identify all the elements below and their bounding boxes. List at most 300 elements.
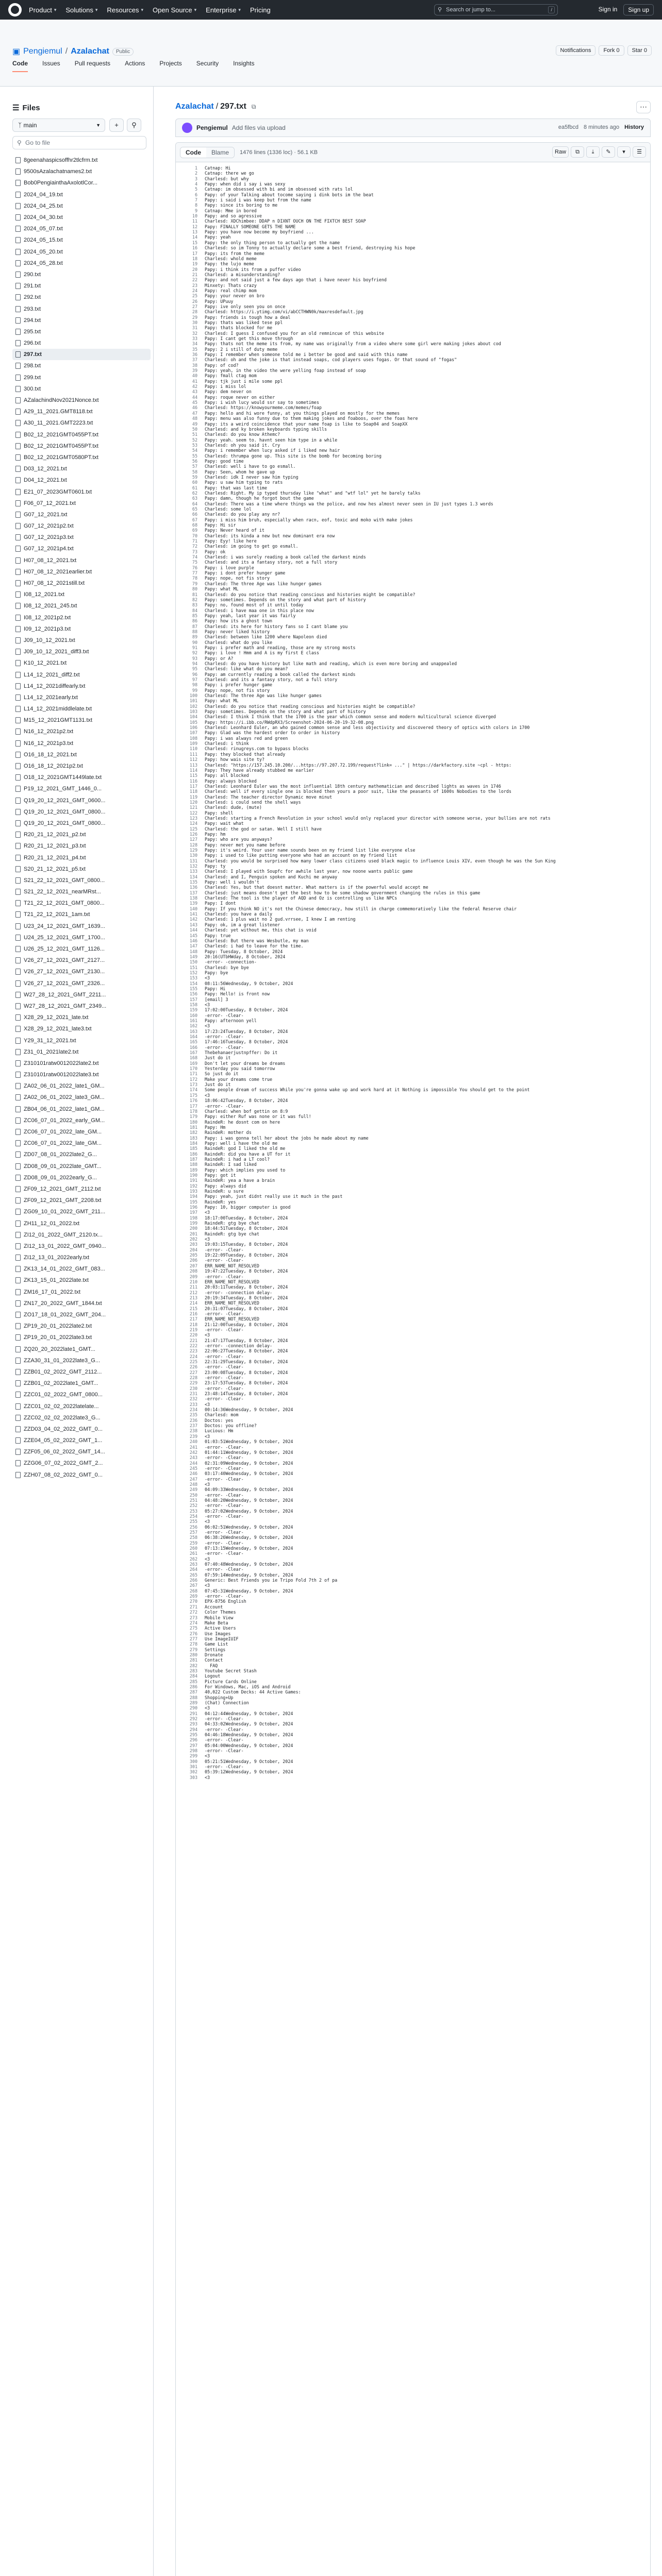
line-number[interactable]: 221 (189, 1337, 197, 1343)
file-tree-item[interactable] (12, 532, 151, 543)
file-tree-item[interactable] (12, 1138, 151, 1149)
line-number[interactable]: 27 (192, 303, 197, 309)
line-number[interactable]: 58 (192, 469, 197, 474)
file-tree-item[interactable] (12, 1012, 151, 1023)
line-number[interactable]: 254 (189, 1513, 197, 1519)
line-number[interactable]: 170 (189, 1066, 197, 1072)
line-number[interactable]: 233 (189, 1401, 197, 1407)
file-tree-item[interactable] (12, 657, 151, 669)
line-number[interactable]: 202 (189, 1236, 197, 1242)
file-tree-item[interactable] (12, 806, 151, 818)
line-number[interactable]: 1 (194, 165, 197, 171)
code-tool-button[interactable]: Raw (552, 146, 569, 158)
line-number[interactable]: 302 (189, 1769, 197, 1775)
file-tree-item[interactable] (12, 681, 151, 692)
line-number[interactable]: 284 (189, 1673, 197, 1679)
line-number[interactable]: 99 (192, 687, 197, 693)
file-tree-item[interactable] (12, 1366, 151, 1378)
line-number[interactable]: 63 (192, 496, 197, 501)
line-number[interactable]: 237 (189, 1423, 197, 1429)
line-number[interactable]: 91 (192, 645, 197, 650)
line-number[interactable]: 26 (192, 298, 197, 304)
line-number[interactable]: 228 (189, 1375, 197, 1381)
line-number[interactable]: 260 (189, 1546, 197, 1551)
file-tree-item[interactable] (12, 578, 151, 589)
file-tree-item[interactable] (12, 1069, 151, 1080)
file-tree-item[interactable] (12, 852, 151, 863)
repo-action-button[interactable]: Star 0 (627, 45, 652, 56)
line-number[interactable]: 293 (189, 1721, 197, 1727)
line-number[interactable]: 148 (189, 948, 197, 954)
line-number[interactable]: 155 (189, 986, 197, 991)
line-number[interactable]: 287 (189, 1689, 197, 1695)
line-number[interactable]: 45 (192, 400, 197, 405)
file-tree-item[interactable] (12, 1149, 151, 1160)
line-number[interactable]: 274 (189, 1620, 197, 1625)
line-number[interactable]: 296 (189, 1737, 197, 1743)
file-tree-item[interactable] (12, 1469, 151, 1481)
line-number[interactable]: 232 (189, 1396, 197, 1402)
line-number[interactable]: 104 (189, 714, 197, 720)
line-number[interactable]: 70 (192, 533, 197, 538)
line-number[interactable]: 107 (189, 730, 197, 736)
line-number[interactable]: 197 (189, 1210, 197, 1215)
repo-tab[interactable]: Actions (125, 60, 145, 67)
line-number[interactable]: 57 (192, 464, 197, 469)
line-number[interactable]: 248 (189, 1481, 197, 1487)
go-to-file-input[interactable]: ⚲ Go to file (12, 136, 146, 149)
line-number[interactable]: 77 (192, 570, 197, 576)
file-tree-item[interactable] (12, 589, 151, 600)
line-number[interactable]: 144 (189, 927, 197, 933)
line-number[interactable]: 235 (189, 1412, 197, 1418)
line-number[interactable]: 171 (189, 1071, 197, 1077)
file-tree-item[interactable] (12, 1092, 151, 1103)
line-number[interactable]: 200 (189, 1226, 197, 1231)
file-tree-item[interactable] (12, 1286, 151, 1298)
file-tree-item[interactable] (12, 463, 151, 474)
line-number[interactable]: 55 (192, 453, 197, 459)
line-number[interactable]: 272 (189, 1609, 197, 1615)
line-number[interactable]: 191 (189, 1178, 197, 1183)
line-number[interactable]: 278 (189, 1641, 197, 1647)
line-number[interactable]: 98 (192, 682, 197, 688)
line-number[interactable]: 154 (189, 980, 197, 986)
line-number[interactable]: 138 (189, 895, 197, 901)
line-number[interactable]: 118 (189, 789, 197, 794)
line-number[interactable]: 49 (192, 421, 197, 427)
line-number[interactable]: 119 (189, 794, 197, 800)
line-number[interactable]: 61 (192, 485, 197, 490)
line-number[interactable]: 273 (189, 1615, 197, 1620)
line-number[interactable]: 188 (189, 1162, 197, 1167)
line-number[interactable]: 242 (189, 1449, 197, 1455)
line-number[interactable]: 60 (192, 480, 197, 485)
file-tree-item[interactable] (12, 1115, 151, 1126)
file-tree-item[interactable] (12, 486, 151, 497)
line-number[interactable]: 271 (189, 1604, 197, 1609)
line-number[interactable]: 131 (189, 858, 197, 863)
line-number[interactable]: 192 (189, 1183, 197, 1189)
line-number[interactable]: 3 (194, 176, 197, 181)
file-tree-item[interactable] (12, 1035, 151, 1046)
line-number[interactable]: 193 (189, 1189, 197, 1194)
line-number[interactable]: 230 (189, 1385, 197, 1391)
line-number[interactable]: 266 (189, 1578, 197, 1583)
file-tree-item[interactable] (12, 509, 151, 520)
avatar[interactable] (182, 123, 192, 133)
line-number[interactable]: 108 (189, 735, 197, 741)
file-tree-item[interactable] (12, 1275, 151, 1286)
line-number[interactable]: 194 (189, 1194, 197, 1199)
line-number[interactable]: 18 (192, 256, 197, 261)
file-tree-item[interactable] (12, 1412, 151, 1423)
line-number[interactable]: 23 (192, 282, 197, 288)
line-number[interactable]: 226 (189, 1364, 197, 1370)
repo-tab[interactable]: Security (196, 60, 219, 67)
file-tree-item[interactable] (12, 166, 151, 177)
file-tree-item[interactable] (12, 566, 151, 578)
line-number[interactable]: 161 (189, 1018, 197, 1023)
line-number[interactable]: 297 (189, 1742, 197, 1748)
line-number[interactable]: 5 (194, 187, 197, 192)
file-tree-item[interactable] (12, 966, 151, 977)
line-number[interactable]: 69 (192, 528, 197, 533)
line-number[interactable]: 279 (189, 1647, 197, 1652)
line-number[interactable]: 289 (189, 1700, 197, 1705)
line-number[interactable]: 267 (189, 1583, 197, 1588)
line-number[interactable]: 68 (192, 522, 197, 528)
file-tree-item[interactable] (12, 749, 151, 760)
line-number[interactable]: 255 (189, 1519, 197, 1524)
file-tree-item[interactable] (12, 1332, 151, 1343)
file-tree-item[interactable] (12, 212, 151, 223)
line-number[interactable]: 133 (189, 869, 197, 874)
line-number[interactable]: 183 (189, 1135, 197, 1141)
top-nav-item[interactable] (65, 6, 97, 14)
line-number[interactable]: 134 (189, 874, 197, 879)
file-tree-item[interactable] (12, 177, 151, 189)
line-number[interactable]: 38 (192, 362, 197, 368)
code-tool-button[interactable]: ✎ (602, 146, 615, 158)
line-number[interactable]: 129 (189, 848, 197, 853)
line-number[interactable]: 174 (189, 1087, 197, 1093)
line-number[interactable]: 59 (192, 474, 197, 480)
line-number[interactable]: 249 (189, 1487, 197, 1493)
line-number[interactable]: 275 (189, 1625, 197, 1631)
line-number[interactable]: 201 (189, 1231, 197, 1236)
line-number[interactable]: 139 (189, 901, 197, 906)
file-tree-item[interactable] (12, 921, 151, 932)
line-number[interactable]: 219 (189, 1327, 197, 1332)
line-number[interactable]: 157 (189, 996, 197, 1002)
line-number[interactable]: 236 (189, 1417, 197, 1423)
repo-tab[interactable]: Issues (42, 60, 60, 67)
line-number[interactable]: 151 (189, 964, 197, 970)
line-number[interactable]: 152 (189, 970, 197, 975)
line-number[interactable]: 114 (189, 767, 197, 773)
line-number[interactable]: 90 (192, 639, 197, 645)
repo-tab[interactable]: Code (12, 60, 28, 72)
file-tree-item[interactable] (12, 1263, 151, 1275)
line-number[interactable]: 283 (189, 1668, 197, 1673)
file-tree-item[interactable] (12, 909, 151, 920)
line-number[interactable]: 224 (189, 1353, 197, 1359)
line-number[interactable]: 53 (192, 442, 197, 448)
file-tree-item[interactable] (12, 1344, 151, 1355)
line-number[interactable]: 110 (189, 746, 197, 752)
line-number[interactable]: 72 (192, 544, 197, 549)
line-number[interactable]: 156 (189, 991, 197, 997)
line-number[interactable]: 111 (189, 751, 197, 757)
file-tree-item[interactable] (12, 200, 151, 212)
line-number[interactable]: 105 (189, 719, 197, 725)
line-number[interactable]: 223 (189, 1348, 197, 1354)
file-tree-item[interactable] (12, 543, 151, 554)
line-number[interactable]: 167 (189, 1050, 197, 1056)
file-tree-item[interactable] (12, 246, 151, 258)
line-number[interactable]: 80 (192, 586, 197, 592)
line-number[interactable]: 51 (192, 432, 197, 437)
line-number[interactable]: 213 (189, 1295, 197, 1300)
line-number[interactable]: 214 (189, 1300, 197, 1306)
file-tree-item[interactable] (12, 452, 151, 463)
branch-selector[interactable] (12, 118, 105, 132)
file-tree-item[interactable] (12, 726, 151, 737)
line-number[interactable]: 28 (192, 309, 197, 315)
line-number[interactable]: 21 (192, 272, 197, 277)
line-number[interactable]: 245 (189, 1465, 197, 1471)
line-number[interactable]: 286 (189, 1684, 197, 1689)
file-tree-item[interactable] (12, 897, 151, 909)
line-number[interactable]: 86 (192, 618, 197, 624)
file-tree-item[interactable] (12, 1423, 151, 1435)
file-tree-item[interactable] (12, 772, 151, 783)
top-nav-item[interactable] (153, 6, 196, 14)
file-tree-item[interactable] (12, 669, 151, 680)
file-tree-item[interactable] (12, 1104, 151, 1115)
line-number[interactable]: 169 (189, 1060, 197, 1066)
file-tree-item[interactable] (12, 1195, 151, 1206)
file-tree-item[interactable] (12, 429, 151, 440)
line-number[interactable]: 88 (192, 629, 197, 634)
line-number[interactable]: 75 (192, 560, 197, 565)
file-tree-item[interactable] (12, 1355, 151, 1366)
line-number[interactable]: 29 (192, 314, 197, 320)
line-number[interactable]: 95 (192, 666, 197, 672)
line-number[interactable]: 124 (189, 821, 197, 826)
line-number[interactable]: 220 (189, 1332, 197, 1338)
file-tree-item[interactable] (12, 189, 151, 200)
file-tree-item[interactable] (12, 795, 151, 806)
line-number[interactable]: 301 (189, 1764, 197, 1770)
sign-up-button[interactable]: Sign up (623, 4, 654, 15)
line-number[interactable]: 78 (192, 575, 197, 581)
line-number[interactable]: 179 (189, 1114, 197, 1120)
line-number[interactable]: 300 (189, 1758, 197, 1764)
line-number[interactable]: 19 (192, 261, 197, 267)
line-number[interactable]: 282 (189, 1663, 197, 1668)
line-number[interactable]: 96 (192, 671, 197, 677)
line-number[interactable]: 225 (189, 1359, 197, 1364)
line-number[interactable]: 20 (192, 266, 197, 272)
repo-action-button[interactable]: Fork 0 (599, 45, 624, 56)
file-tree-item[interactable] (12, 337, 151, 349)
file-tree-item[interactable] (12, 932, 151, 943)
file-tree-item[interactable] (12, 269, 151, 280)
line-number[interactable]: 205 (189, 1252, 197, 1258)
line-number[interactable]: 79 (192, 581, 197, 586)
line-number[interactable]: 173 (189, 1082, 197, 1088)
blame-view-tab[interactable]: Blame (206, 147, 234, 158)
file-tree-item[interactable] (12, 760, 151, 772)
file-tree-item[interactable] (12, 692, 151, 703)
line-number[interactable]: 250 (189, 1492, 197, 1498)
file-tree-item[interactable] (12, 1446, 151, 1458)
line-number[interactable]: 123 (189, 815, 197, 821)
search-input[interactable] (434, 4, 558, 15)
line-number[interactable]: 24 (192, 287, 197, 293)
line-number[interactable]: 116 (189, 778, 197, 784)
file-tree-item[interactable] (12, 315, 151, 326)
more-options-button[interactable]: ⋯ (636, 101, 651, 113)
line-number[interactable]: 163 (189, 1028, 197, 1034)
line-number[interactable]: 50 (192, 426, 197, 432)
file-tree-item[interactable] (12, 372, 151, 383)
line-number[interactable]: 166 (189, 1044, 197, 1050)
line-number[interactable]: 15 (192, 240, 197, 245)
line-number[interactable]: 31 (192, 325, 197, 331)
file-tree-item[interactable] (12, 498, 151, 509)
line-number[interactable]: 168 (189, 1055, 197, 1061)
line-number[interactable]: 206 (189, 1258, 197, 1263)
top-nav-item[interactable] (107, 6, 143, 14)
file-tree-item[interactable] (12, 989, 151, 1001)
line-number[interactable]: 101 (189, 698, 197, 704)
line-number[interactable]: 268 (189, 1588, 197, 1594)
line-number[interactable]: 32 (192, 330, 197, 336)
code-view-tab[interactable]: Code (180, 147, 206, 158)
line-number[interactable]: 122 (189, 810, 197, 816)
line-number[interactable]: 140 (189, 906, 197, 911)
file-tree-item[interactable] (12, 1161, 151, 1172)
line-number[interactable]: 142 (189, 917, 197, 922)
line-number[interactable]: 244 (189, 1460, 197, 1466)
file-tree-item[interactable] (12, 280, 151, 292)
line-number[interactable]: 241 (189, 1444, 197, 1450)
line-number[interactable]: 85 (192, 613, 197, 618)
line-number[interactable]: 46 (192, 405, 197, 411)
line-number[interactable]: 92 (192, 650, 197, 656)
line-number[interactable]: 16 (192, 245, 197, 251)
line-number[interactable]: 130 (189, 853, 197, 858)
line-number[interactable]: 299 (189, 1753, 197, 1759)
line-number[interactable]: 240 (189, 1439, 197, 1445)
line-number[interactable]: 208 (189, 1268, 197, 1274)
line-number[interactable]: 261 (189, 1551, 197, 1556)
file-tree-item[interactable] (12, 623, 151, 635)
top-nav-item[interactable] (250, 6, 271, 14)
file-tree-item[interactable] (12, 829, 151, 840)
line-number[interactable]: 143 (189, 922, 197, 927)
line-number[interactable]: 22 (192, 277, 197, 283)
line-number[interactable]: 182 (189, 1130, 197, 1136)
file-tree-item[interactable] (12, 223, 151, 234)
file-tree-item[interactable] (12, 1320, 151, 1332)
line-number[interactable]: 196 (189, 1205, 197, 1210)
line-number[interactable]: 175 (189, 1092, 197, 1098)
file-tree-item[interactable] (12, 1206, 151, 1217)
line-number[interactable]: 298 (189, 1748, 197, 1754)
file-tree-item[interactable] (12, 1458, 151, 1469)
file-tree-item[interactable] (12, 1252, 151, 1263)
file-tree-item[interactable] (12, 840, 151, 852)
line-number[interactable]: 262 (189, 1556, 197, 1562)
line-number[interactable]: 256 (189, 1524, 197, 1530)
line-number[interactable]: 30 (192, 319, 197, 325)
code-tool-button[interactable]: ☰ (633, 146, 646, 158)
line-number[interactable]: 11 (192, 218, 197, 224)
history-button[interactable]: History (624, 124, 644, 130)
line-number[interactable]: 113 (189, 762, 197, 768)
file-tree-item[interactable] (12, 555, 151, 566)
line-number[interactable]: 82 (192, 597, 197, 602)
line-number[interactable]: 162 (189, 1023, 197, 1029)
file-tree-item[interactable] (12, 886, 151, 897)
line-number[interactable]: 195 (189, 1199, 197, 1205)
line-number[interactable]: 181 (189, 1124, 197, 1130)
file-tree-item[interactable] (12, 1435, 151, 1446)
file-tree-item[interactable] (12, 1217, 151, 1229)
file-tree-item[interactable] (12, 783, 151, 794)
file-tree-item[interactable] (12, 818, 151, 829)
line-number[interactable]: 83 (192, 602, 197, 608)
file-tree-item[interactable] (12, 1309, 151, 1320)
repo-tab[interactable]: Pull requests (74, 60, 111, 67)
code-tool-button[interactable]: ▾ (617, 146, 631, 158)
line-number[interactable]: 259 (189, 1540, 197, 1546)
line-number[interactable]: 295 (189, 1732, 197, 1738)
line-number[interactable]: 229 (189, 1380, 197, 1386)
file-tree-item[interactable] (12, 406, 151, 417)
file-tree-item[interactable] (12, 1080, 151, 1092)
line-number[interactable]: 185 (189, 1146, 197, 1151)
line-number[interactable]: 62 (192, 490, 197, 496)
line-number[interactable]: 246 (189, 1471, 197, 1477)
line-number[interactable]: 67 (192, 517, 197, 522)
line-number[interactable]: 4 (194, 181, 197, 187)
line-number[interactable]: 103 (189, 709, 197, 715)
line-number[interactable]: 164 (189, 1034, 197, 1040)
line-number[interactable]: 210 (189, 1279, 197, 1284)
line-number[interactable]: 176 (189, 1098, 197, 1104)
line-number[interactable]: 234 (189, 1407, 197, 1413)
line-number[interactable]: 150 (189, 959, 197, 965)
line-number[interactable]: 227 (189, 1369, 197, 1375)
file-tree-item[interactable] (12, 715, 151, 726)
line-number[interactable]: 207 (189, 1263, 197, 1268)
line-number[interactable]: 135 (189, 879, 197, 885)
line-number[interactable]: 81 (192, 591, 197, 597)
repo-tab[interactable]: Insights (233, 60, 255, 67)
file-tree-item[interactable] (12, 943, 151, 955)
file-tree-item[interactable] (12, 646, 151, 657)
line-number[interactable]: 47 (192, 410, 197, 416)
file-tree-item[interactable] (12, 395, 151, 406)
line-number[interactable]: 40 (192, 373, 197, 379)
line-number[interactable]: 137 (189, 890, 197, 895)
file-tree-item[interactable] (12, 875, 151, 886)
